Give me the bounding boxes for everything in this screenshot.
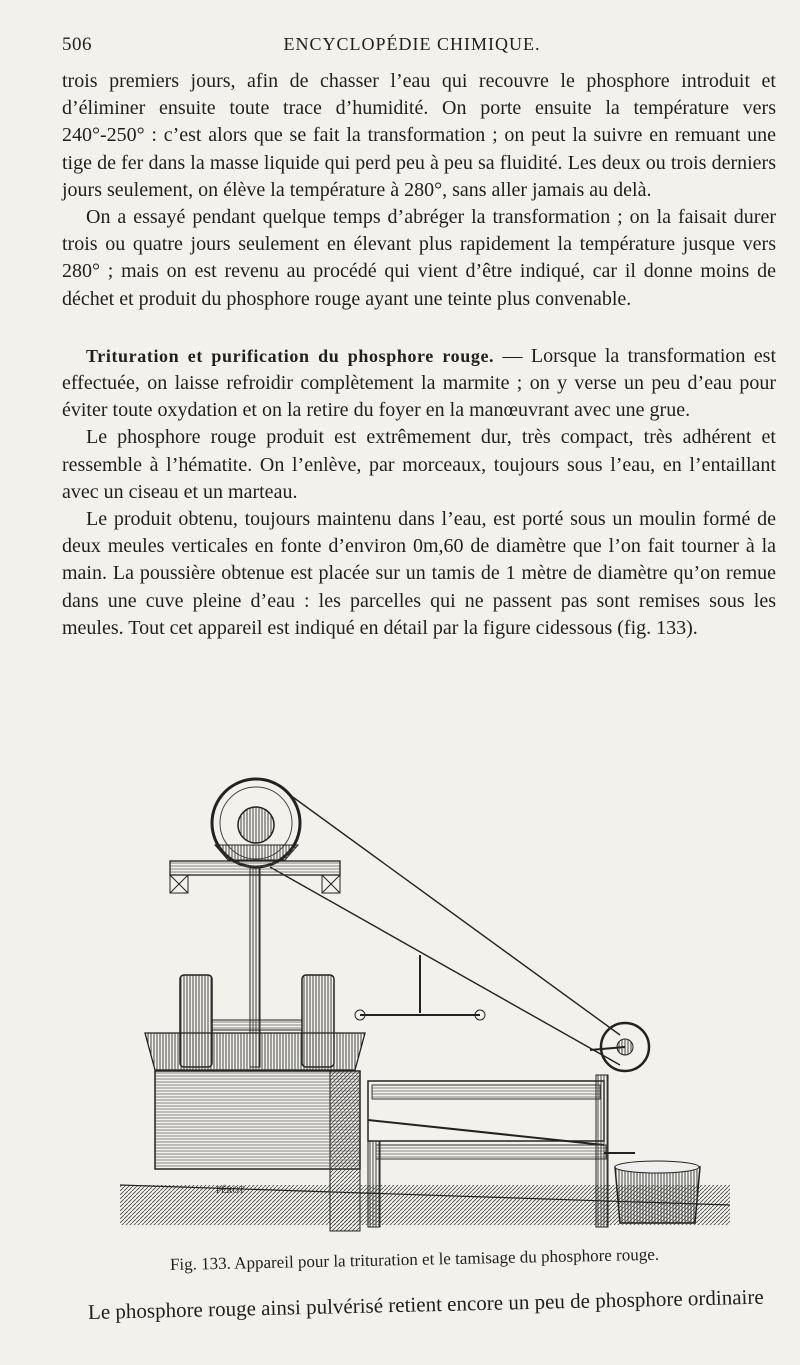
- engraver-signature: PÉROT: [216, 1185, 245, 1195]
- section-paragraph-3: Le produit obtenu, toujours maintenu dans l’eau, est porté sous un moulin formé de deux meules verticales en fonte d’environ 0m,60 de diamètre que l’on fait tourner à la main. La poussière obtenue est placée sur un tamis de 1 mètre de diamètre qu’on remue dans une cuve pleine d’eau : les parcelles qui ne passent pas sont remises sous les meules. Tout cet appareil est indiqué en détail par la figure cidessous (fig. 133).: [62, 508, 776, 639]
- milling-apparatus-engraving: [120, 775, 740, 1250]
- continued-line: Le phosphore rouge ainsi pulvérisé retient encore un peu de phosphore ordinaire: [87, 1284, 764, 1324]
- paragraph-continued: trois premiers jours, afin de chasser l’eau qui recouvre le phosphore introduit et d’éliminer ensuite toute trace d’humidité. On porte ensuite la température vers 240°-250° : c’est alors que se fait la transformation ; on peut la suivre en remuant une tige de fer dans la masse liquide qui perd peu à peu sa fluidité. Les deux ou trois derniers jours seulement, on élève la température à 280°, sans aller jamais au delà.: [62, 70, 776, 201]
- section-first-text: Lorsque la transformation est effectuée, on laisse refroidir complètement la marmite ; on y verse un peu d’eau pour éviter toute oxydation et on la retire du foyer en la manœuvrant avec une grue.: [62, 344, 777, 422]
- water-tub: [615, 1161, 700, 1223]
- running-header: [62, 34, 762, 64]
- section-paragraph-2: Le phosphore rouge produit est extrêmement dur, très compact, très adhérent et ressemble à l’hématite. On l’enlève, par morceaux, toujours sous l’eau, en l’entaillant avec un ciseau et un marteau.: [62, 426, 776, 503]
- masonry-base: [155, 1071, 360, 1169]
- mill-basin: [145, 1033, 365, 1070]
- section-paragraph-1: [62, 343, 776, 425]
- section-heading: Trituration et purification du phosphore rouge.: [86, 345, 495, 366]
- heading-dash: —: [494, 344, 531, 367]
- running-title: ENCYCLOPÉDIE CHIMIQUE.: [283, 34, 541, 54]
- drive-belt: [290, 795, 620, 1035]
- crank-wheel: [590, 1023, 649, 1071]
- page-number: 506: [62, 34, 92, 55]
- figure-133: [120, 775, 740, 1250]
- figure-caption: Fig. 133. Appareil pour la trituration et le tamisage du phosphore rouge.: [169, 1244, 660, 1274]
- paragraph-abreger: On a essayé pendant quelque temps d’abréger la transformation ; on la faisait durer trois ou quatre jours seulement en élevant plus rapidement la température jusque vers 280° ; mais on est revenu au procédé qui vient d’être indiqué, car il donne moins de déchet et produit du phosphore rouge ayant une teinte plus convenable.: [62, 206, 776, 310]
- drive-pulley: [212, 779, 300, 867]
- body-text: [62, 68, 776, 642]
